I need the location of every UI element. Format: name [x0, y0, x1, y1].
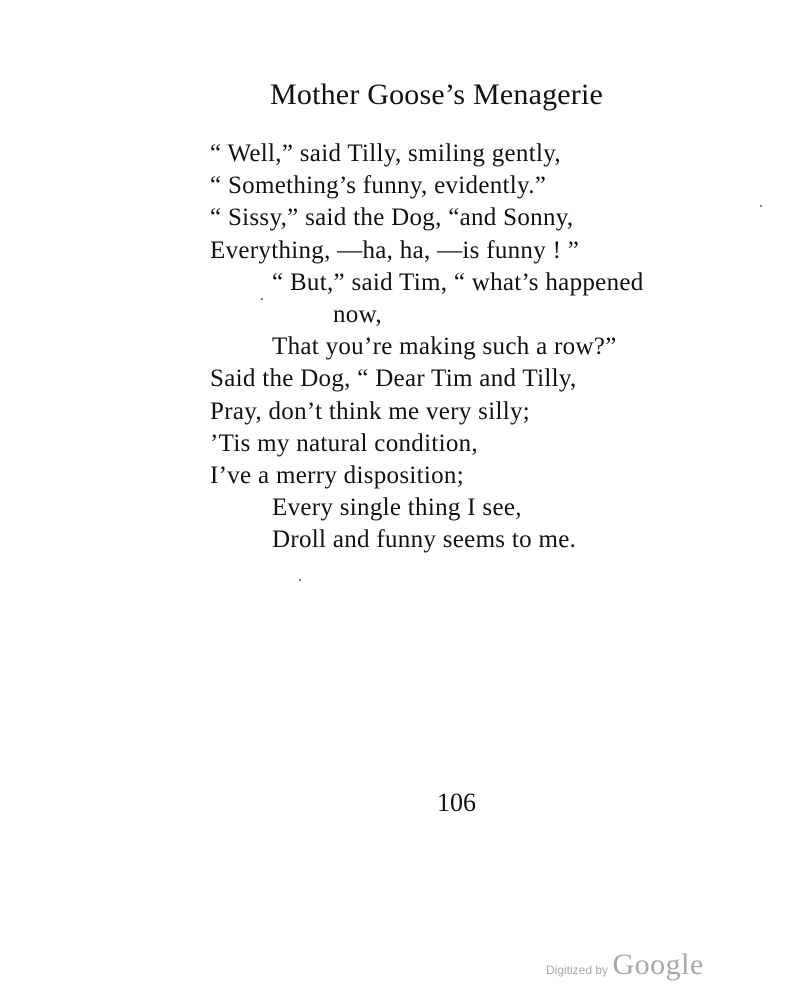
watermark-prefix: Digitized by	[546, 963, 609, 977]
google-logo: Google	[612, 948, 704, 981]
poem-line: ’Tis my natural condition,	[210, 429, 478, 457]
poem-line: now,	[333, 300, 382, 328]
digitization-watermark	[546, 948, 704, 982]
poem-line: “ But,” said Tim, “ what’s happened	[272, 268, 644, 296]
poem-line: Everything, —ha, ha, —is funny ! ”	[210, 236, 580, 264]
scan-speck	[299, 579, 301, 581]
poem-stanza	[210, 138, 770, 556]
poem-line: Pray, don’t think me very silly;	[210, 397, 530, 425]
poem-line: Said the Dog, “ Dear Tim and Tilly,	[210, 365, 577, 393]
running-title: Mother Goose’s Menagerie	[270, 78, 604, 111]
scan-speck	[261, 298, 263, 300]
poem-line: Droll and funny seems to me.	[272, 526, 577, 554]
poem-line: Every single thing I see,	[272, 494, 522, 522]
page-number: 106	[437, 788, 476, 817]
poem-line: I’ve a merry disposition;	[210, 461, 464, 489]
poem-line: That you’re making such a row?”	[272, 333, 617, 361]
poem-line: “ Something’s funny, evidently.”	[210, 172, 547, 200]
scan-speck	[760, 205, 762, 207]
poem-line: “ Sissy,” said the Dog, “and Sonny,	[210, 204, 574, 232]
poem-line: “ Well,” said Tilly, smiling gently,	[210, 140, 561, 167]
